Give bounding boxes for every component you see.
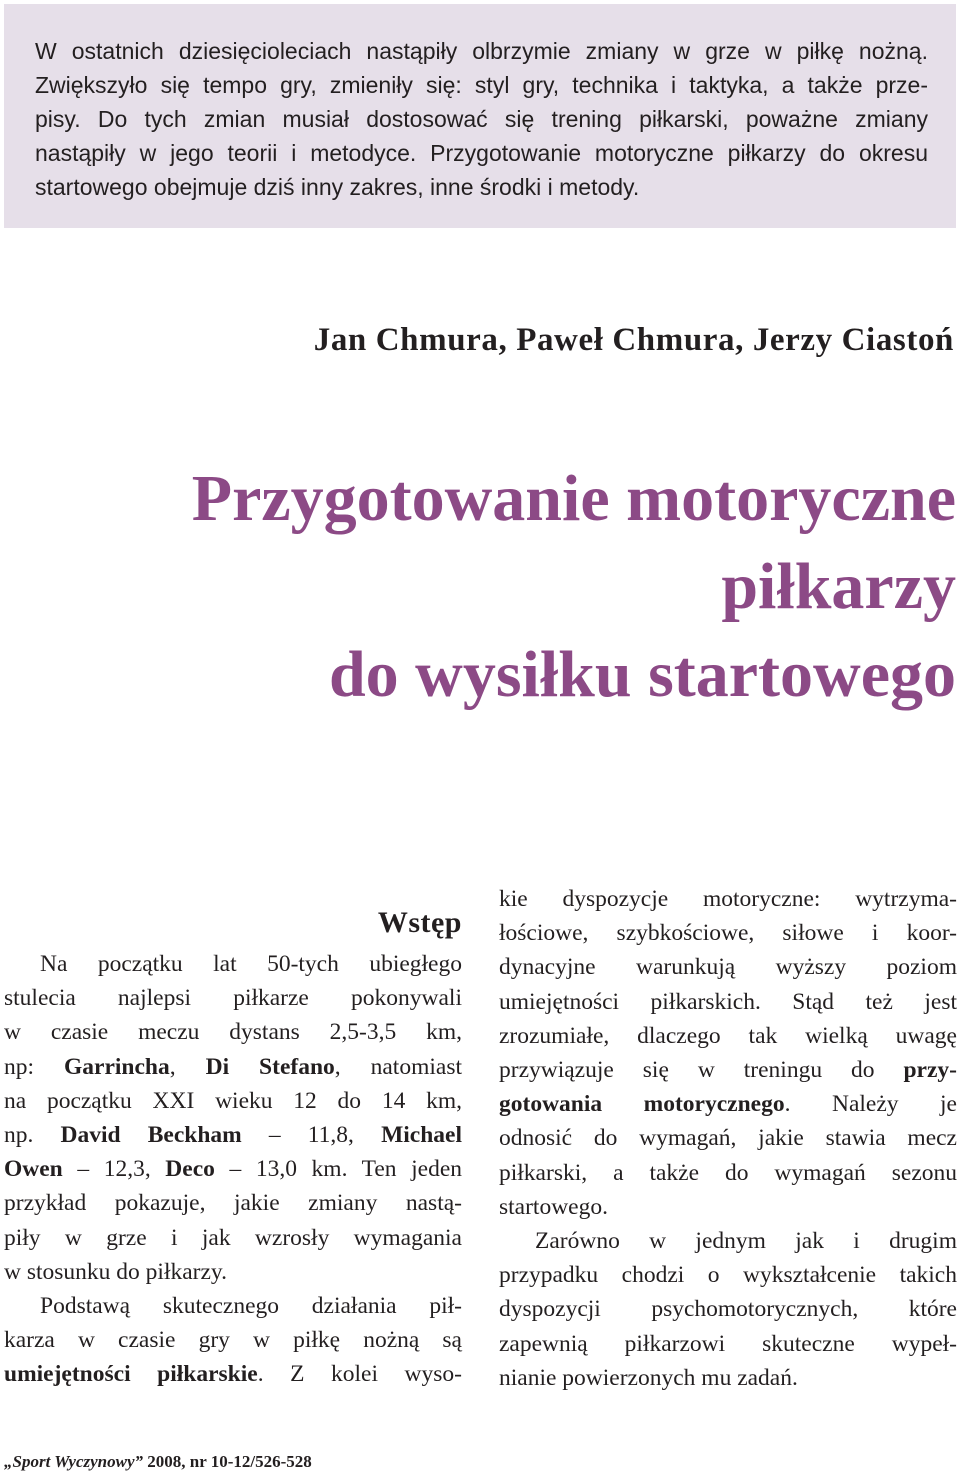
abstract-box <box>4 4 956 228</box>
player-name: David Beckham <box>60 1122 242 1149</box>
key-term: przy- <box>903 1057 957 1084</box>
body-line: piły w grze i jak wzrosły wymagania <box>4 1224 462 1251</box>
body-line: np. David Beckham – 11,8, Michael <box>4 1122 462 1149</box>
abstract-line: nastąpiły w jego teorii i metodyce. Przygotowanie motoryczne piłkarzy do okresu <box>35 140 928 166</box>
body-line: startowego. <box>499 1193 608 1220</box>
body-line: piłkarski, a także do wymagań sezonu <box>499 1159 957 1186</box>
player-name: Garrincha <box>64 1053 170 1080</box>
body-line: stulecia najlepsi piłkarze pokonywali <box>4 985 462 1012</box>
body-line: odnosić do wymagań, jakie stawia mecz <box>499 1125 957 1152</box>
body-line: umiejętności piłkarskich. Stąd też jest <box>499 988 957 1015</box>
body-line: przywiązuje się w treningu do przy- <box>499 1057 957 1084</box>
body-line: nianie powierzonych mu zadań. <box>499 1364 798 1391</box>
section-heading: Wstęp <box>377 906 462 939</box>
body-line: w czasie meczu dystans 2,5-3,5 km, <box>4 1019 462 1046</box>
right-column <box>499 882 957 1395</box>
abstract-line: W ostatnich dziesięcioleciach nastąpiły olbrzymie zmiany w grze w piłkę nożną. <box>35 38 928 64</box>
body-line: kie dyspozycje motoryczne: wytrzyma- <box>499 886 957 912</box>
body-line: dyspozycji psychomotorycznych, które <box>499 1296 957 1323</box>
abstract-line: Zwiększyło się tempo gry, zmieniły się: styl gry, technika i taktyka, a także prze- <box>35 72 928 98</box>
citation-footer <box>4 1452 312 1472</box>
title-line: Przygotowanie motoryczne <box>191 462 956 535</box>
player-name: Owen <box>4 1156 63 1183</box>
article-title <box>56 455 956 719</box>
body-line: gotowania motorycznego. Należy je <box>499 1091 957 1118</box>
key-term: gotowania motorycznego <box>499 1091 785 1118</box>
player-name: Michael <box>381 1122 462 1149</box>
title-line: piłkarzy <box>721 550 956 623</box>
body-line: zapewnią piłkarzowi skuteczne wypeł- <box>499 1330 957 1357</box>
body-line: w stosunku do piłkarzy. <box>4 1258 228 1285</box>
body-line: umiejętności piłkarskie. Z kolei wyso- <box>4 1361 462 1388</box>
body-line: dynacyjne warunkują wyższy poziom <box>499 954 957 981</box>
body-line: łościowe, szybkościowe, siłowe i koor- <box>499 920 957 947</box>
abstract-line: pisy. Do tych zmian musiał dostosować się trening piłkarski, poważne zmiany <box>35 106 928 132</box>
left-column <box>4 878 462 1392</box>
body-line: np: Garrincha, Di Stefano, natomiast <box>4 1053 462 1080</box>
body-line: Na początku lat 50-tych ubiegłego <box>40 951 462 977</box>
body-line: przykład pokazuje, jakie zmiany nastą- <box>4 1190 462 1217</box>
abstract-text <box>35 34 928 204</box>
key-term: umiejętności piłkarskie <box>4 1361 258 1388</box>
body-line: Owen – 12,3, Deco – 13,0 km. Ten jeden <box>4 1156 463 1183</box>
body-line: przypadku chodzi o wykształcenie takich <box>499 1262 957 1289</box>
body-line: na początku XXI wieku 12 do 14 km, <box>4 1087 462 1114</box>
journal-name: „Sport Wyczynowy” <box>4 1452 144 1471</box>
body-line: zrozumiałe, dlaczego tak wielką uwagę <box>499 1022 957 1049</box>
player-name: Di Stefano <box>205 1053 335 1080</box>
body-line: karza w czasie gry w piłkę nożną są <box>4 1327 462 1354</box>
title-line: do wysiłku startowego <box>328 638 956 711</box>
body-line: Zarówno w jednym jak i drugim <box>535 1228 957 1255</box>
player-name: Deco <box>165 1156 215 1183</box>
citation-details: 2008, nr 10-12/526-528 <box>143 1452 312 1471</box>
authors: Jan Chmura, Paweł Chmura, Jerzy Ciastoń <box>313 322 954 358</box>
abstract-line: startowego obejmuje dziś inny zakres, inne środki i metody. <box>35 174 640 200</box>
body-line: Podstawą skutecznego działania pił- <box>40 1293 462 1320</box>
